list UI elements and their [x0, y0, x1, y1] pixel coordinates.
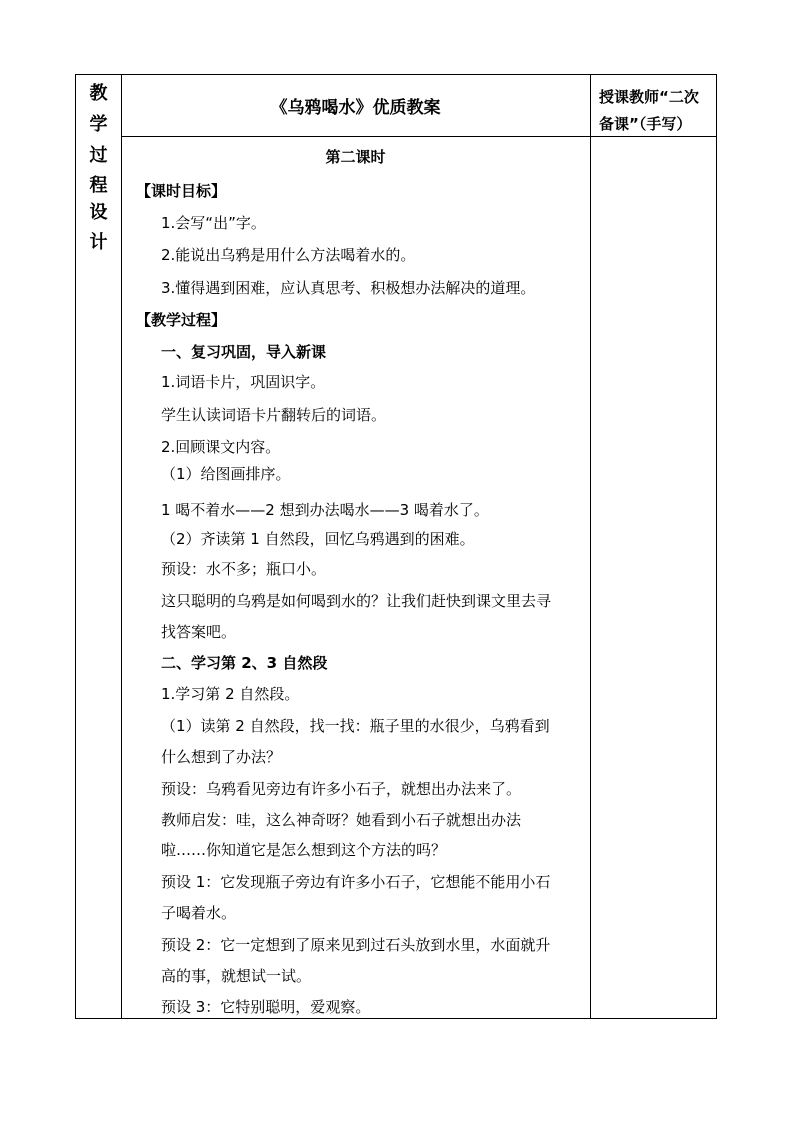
lesson-plan-table	[75, 74, 717, 1019]
paragraph: 什么想到了办法？	[161, 748, 282, 766]
paragraph: 教师启发：哇，这么神奇呀？她看到小石子就想出办法	[161, 811, 522, 829]
section-label-char: 学	[89, 114, 108, 135]
paragraph: 啦……你知道它是怎么想到这个方法的吗？	[161, 841, 447, 859]
section-label-char: 设	[89, 202, 108, 223]
page-title: 《乌鸦喝水》优质教案	[270, 98, 441, 118]
paragraph: 子喝着水。	[161, 904, 237, 922]
paragraph: 1.学习第 2 自然段。	[161, 685, 300, 703]
teacher-notes-header-line1: 授课教师“二次	[599, 88, 699, 106]
paragraph: （1）给图画排序。	[161, 465, 291, 483]
paragraph: 预设：乌鸦看见旁边有许多小石子，就想出办法来了。	[161, 780, 522, 798]
process-heading: 【教学过程】	[136, 311, 227, 329]
section-label-char: 教	[89, 83, 108, 104]
paragraph: 学生认读词语卡片翻转后的词语。	[161, 406, 387, 424]
section-label-cell	[76, 75, 121, 1020]
paragraph: 1.词语卡片，巩固识字。	[161, 373, 326, 391]
paragraph: （2）齐读第 1 自然段，回忆乌鸦遇到的困难。	[161, 530, 475, 548]
teacher-notes-header	[591, 75, 717, 136]
goals-heading: 【课时目标】	[136, 182, 227, 200]
teacher-notes-header-line2: 备课”（手写）	[599, 115, 692, 133]
paragraph: 2.回顾课文内容。	[161, 438, 281, 456]
goal-item: 1.会写“出”字。	[161, 214, 266, 232]
paragraph: 预设：水不多；瓶口小。	[161, 560, 327, 578]
paragraph: （1）读第 2 自然段，找一找：瓶子里的水很少，乌鸦看到	[161, 717, 550, 735]
paragraph: 预设 1：它发现瓶子旁边有许多小石子，它想能不能用小石	[161, 873, 551, 891]
lesson-heading: 第二课时	[325, 148, 386, 166]
paragraph: 高的事，就想试一试。	[161, 967, 312, 985]
paragraph: 找答案吧。	[161, 623, 237, 641]
paragraph: 预设 2：它一定想到了原来见到过石头放到水里，水面就升	[161, 936, 551, 954]
column-divider-right	[590, 75, 591, 1018]
paragraph: 1 喝不着水——2 想到办法喝水——3 喝着水了。	[161, 501, 489, 519]
section-heading: 二、学习第 2、3 自然段	[161, 654, 328, 672]
section-label-char: 程	[89, 175, 108, 196]
paragraph: 预设 3：它特别聪明，爱观察。	[161, 998, 371, 1016]
section-heading: 一、复习巩固，导入新课	[161, 343, 327, 361]
goal-item: 2.能说出乌鸦是用什么方法喝着水的。	[161, 246, 416, 264]
section-label-char: 过	[89, 145, 108, 166]
paragraph: 这只聪明的乌鸦是如何喝到水的？让我们赶快到课文里去寻	[161, 592, 552, 610]
section-label-char: 计	[89, 232, 108, 253]
goal-item: 3.懂得遇到困难，应认真思考、积极想办法解决的道理。	[161, 279, 536, 297]
lesson-content	[121, 137, 590, 1019]
